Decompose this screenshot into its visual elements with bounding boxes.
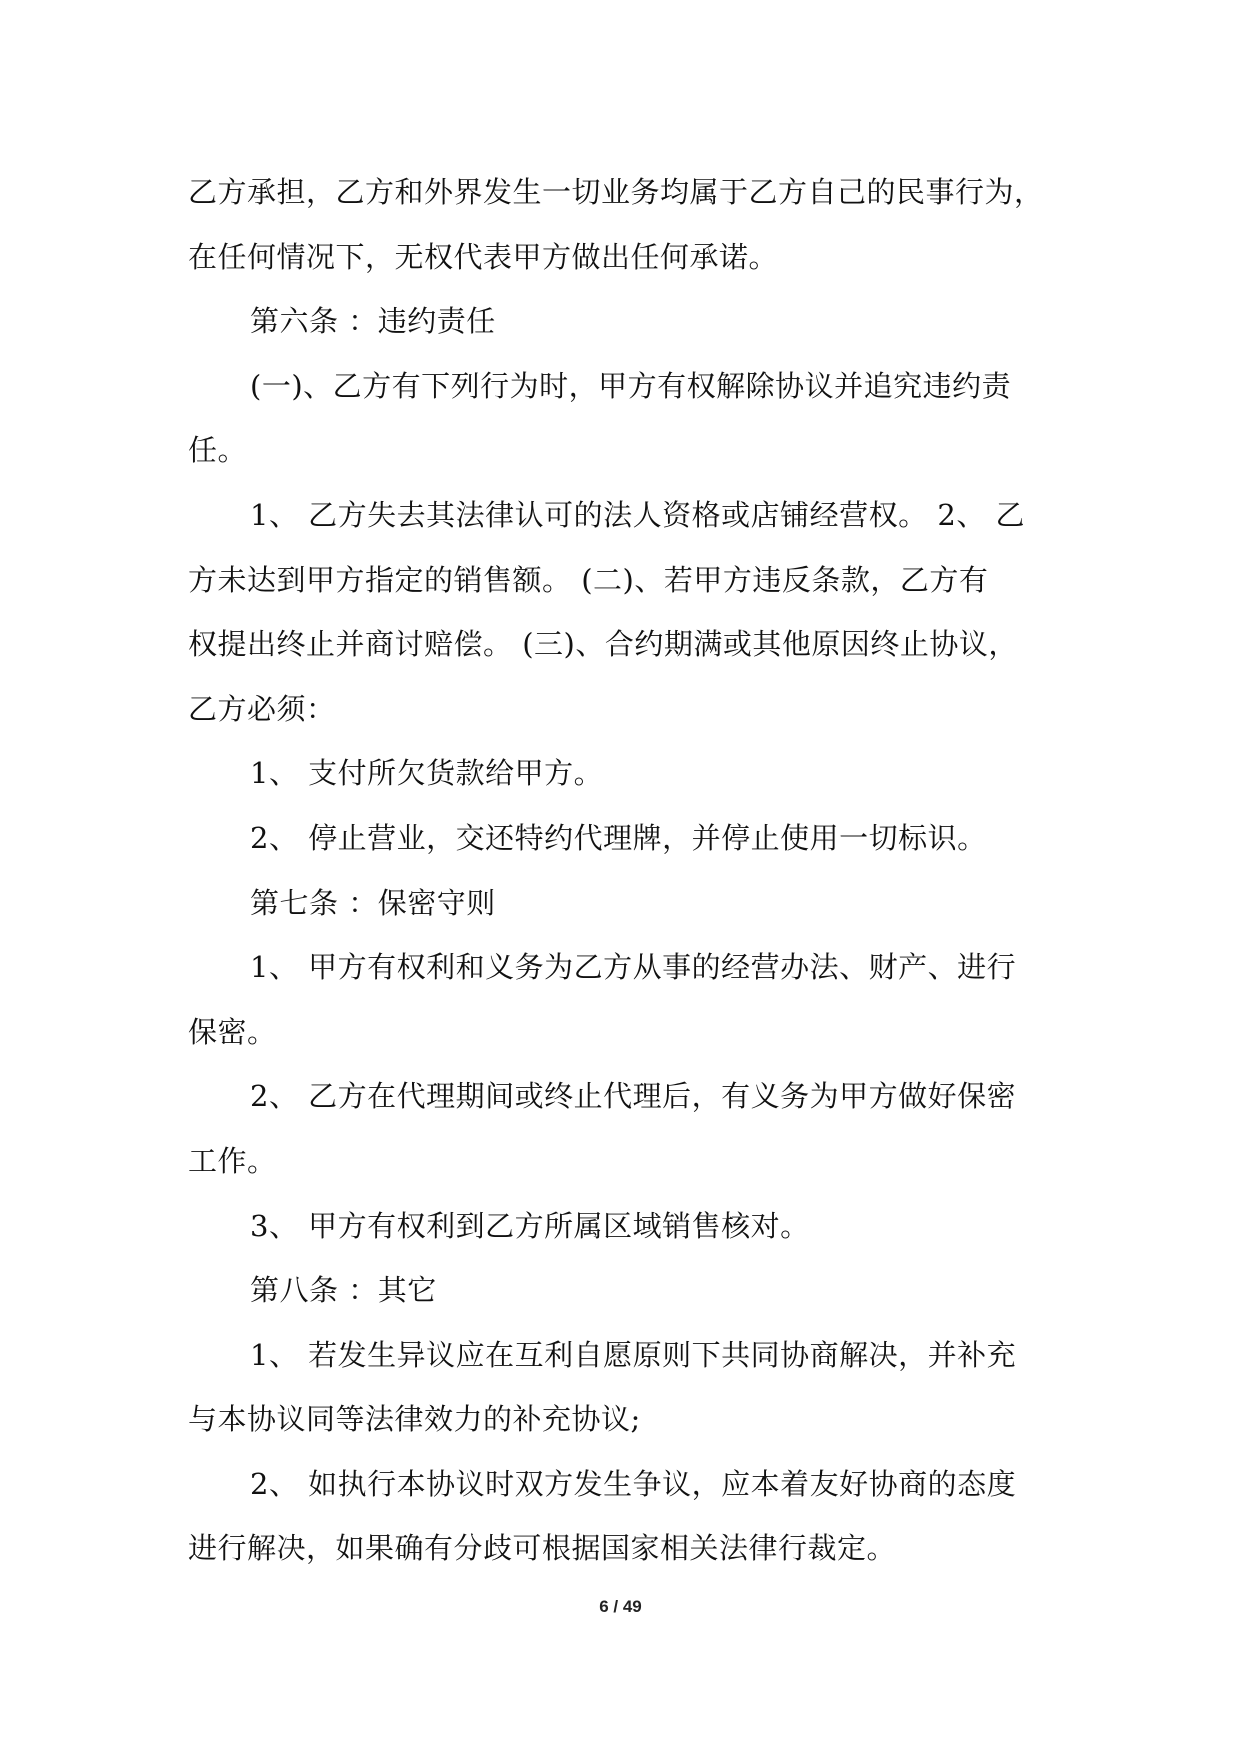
text-line: 2、 乙方在代理期间或终止代理后，有义务为甲方做好保密 xyxy=(250,1079,1017,1114)
text-line: 1、 甲方有权利和义务为乙方从事的经营办法、财产、进行 xyxy=(250,950,1017,985)
text-line: 方未达到甲方指定的销售额。 (二)、若甲方违反条款，乙方有 xyxy=(188,562,989,597)
text-line: 第六条 ：违约责任 xyxy=(250,304,496,339)
page-number: 6 / 49 xyxy=(599,1597,642,1616)
text-line: 1、 支付所欠货款给甲方。 xyxy=(250,756,604,791)
text-line: 进行解决，如果确有分歧可根据国家相关法律行裁定。 xyxy=(188,1531,897,1566)
text-line: 工作。 xyxy=(188,1143,277,1178)
text-line: 第七条 ：保密守则 xyxy=(250,885,496,920)
text-line: 保密。 xyxy=(188,1014,277,1049)
text-line: 1、 乙方失去其法律认可的法人资格或店铺经营权。 2、 乙 xyxy=(250,497,1026,532)
text-line: 2、 如执行本协议时双方发生争议，应本着友好协商的态度 xyxy=(250,1466,1017,1501)
text-line: 3、 甲方有权利到乙方所属区域销售核对。 xyxy=(250,1208,810,1243)
text-line: 1、 若发生异议应在互利自愿原则下共同协商解决，并补充 xyxy=(250,1337,1017,1372)
text-line: 与本协议同等法律效力的补充协议; xyxy=(188,1402,641,1437)
text-line: 乙方承担，乙方和外界发生一切业务均属于乙方自己的民事行为， xyxy=(188,175,1044,209)
body-text xyxy=(188,160,1088,1581)
text-line: 2、 停止营业，交还特约代理牌，并停止使用一切标识。 xyxy=(250,820,987,855)
text-line: 权提出终止并商讨赔偿。 (三)、合约期满或其他原因终止协议， xyxy=(188,627,1018,662)
text-line: (一)、乙方有下列行为时，甲方有权解除协议并追究违约责 xyxy=(250,368,1012,403)
text-line: 第八条 ：其它 xyxy=(250,1273,437,1308)
text-line: 乙方必须： xyxy=(188,691,336,726)
text-line: 任。 xyxy=(188,433,248,468)
text-line: 在任何情况下，无权代表甲方做出任何承诺。 xyxy=(188,239,779,274)
